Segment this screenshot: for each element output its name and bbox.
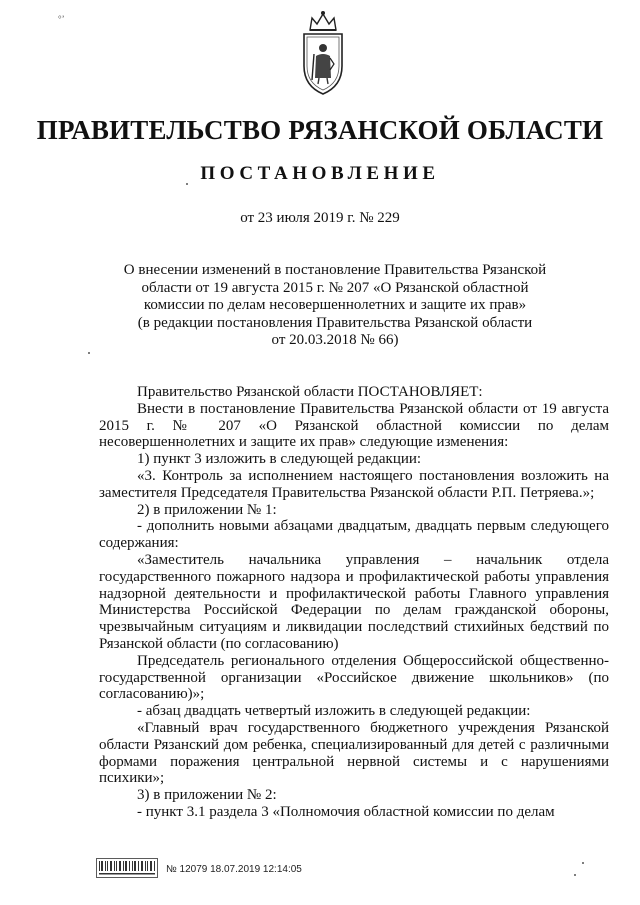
subject-line: комиссии по делам несовершеннолетних и защите их прав» — [143, 297, 527, 313]
registration-stamp: № 12079 18.07.2019 12:14:05 — [166, 864, 302, 875]
barcode-icon — [96, 858, 158, 878]
scan-speck — [582, 862, 584, 864]
subject-line: области от 19 августа 2015 г. № 207 «О Рязанской областной — [141, 279, 529, 296]
paragraph: 1) пункт 3 изложить в следующей редакции: — [137, 451, 422, 468]
paragraph: - пункт 3.1 раздела 3 «Полномочия областной комиссии по делам — [137, 803, 555, 820]
document-type: ПОСТАНОВЛЕНИЕ — [200, 163, 440, 184]
document-footer — [96, 858, 616, 888]
corner-mark: °’ — [58, 14, 65, 24]
scan-speck — [574, 874, 576, 876]
paragraph: «Заместитель начальника управления – начальник отдела государственного пожарного надзора и профилактической работы управления надзорной деятельности и профилактической работы Главного управления Министерства Российской Федерации по делам гражданской обороны, чрезвычайным ситуациям и ликвидации последствий стихийных бедствий по Рязанской области (по согласованию) — [99, 551, 609, 652]
document-body — [99, 384, 609, 821]
scan-speck — [88, 352, 90, 354]
paragraph: 2) в приложении № 1: — [137, 501, 277, 518]
subject-line: от 20.03.2018 № 66) — [271, 332, 399, 348]
paragraph: «Главный врач государственного бюджетного учреждения Рязанской области Рязанский дом ребенка, специализированный для детей с различными формами поражения центральной нервной системы и с нарушениями психики»; — [99, 719, 609, 787]
paragraph: 3) в приложении № 2: — [137, 787, 277, 804]
coat-of-arms-icon — [296, 8, 350, 98]
subject-line: (в редакции постановления Правительства Рязанской области — [137, 314, 533, 331]
scan-speck — [186, 183, 188, 185]
paragraph: Председатель регионального отделения Общероссийской общественно-государственной организации «Российское движение школьников» (по согласованию)»; — [99, 652, 609, 703]
subject-line: О внесении изменений в постановление Правительства Рязанской — [123, 262, 547, 278]
government-title: ПРАВИТЕЛЬСТВО РЯЗАНСКОЙ ОБЛАСТИ — [36, 115, 604, 145]
document-date-number: от 23 июля 2019 г. № 229 — [240, 210, 400, 226]
paragraph-preamble: Правительство Рязанской области ПОСТАНОВЛЯЕТ: — [137, 384, 483, 400]
paragraph: - абзац двадцать четвертый изложить в следующей редакции: — [137, 703, 531, 720]
paragraph: «3. Контроль за исполнением настоящего постановления возложить на заместителя Председателя Правительства Рязанской области Р.П. Петряева.»; — [99, 467, 609, 501]
paragraph: - дополнить новыми абзацами двадцатым, двадцать первым следующего содержания: — [99, 518, 609, 552]
document-subject — [100, 262, 570, 350]
paragraph: Внести в постановление Правительства Рязанской области от 19 августа 2015 г. № 207 «О Рязанской областной комиссии по делам несовершеннолетних и защите их прав» следующие изменения: — [99, 400, 609, 451]
